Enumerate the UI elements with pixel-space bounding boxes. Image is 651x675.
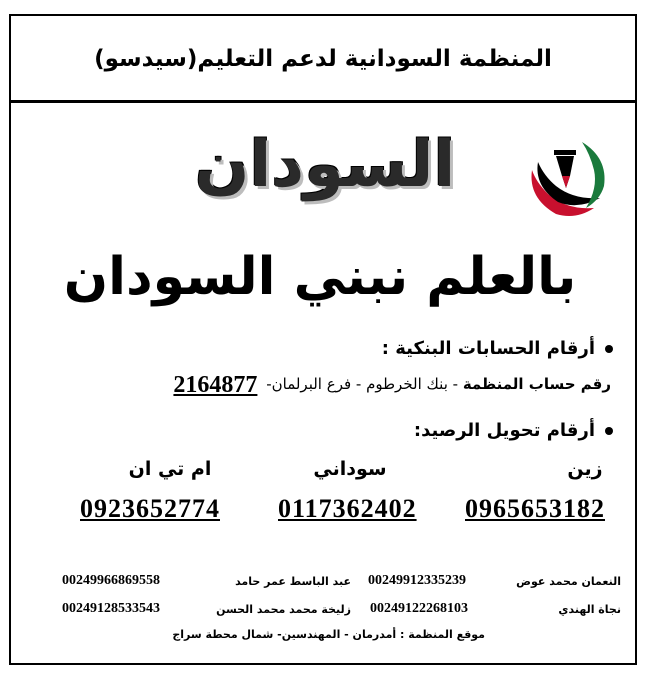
contact-name: زليخة محمد محمد الحسن <box>216 603 351 616</box>
bank-details: - بنك الخرطوم - فرع البرلمان- <box>261 375 463 393</box>
bank-accounts-heading <box>382 338 613 359</box>
bank-heading-text: أرقام الحسابات البنكية : <box>381 338 595 359</box>
slogan: بالعلم نبني السودان <box>63 247 577 307</box>
contact-name: نجاة الهندي <box>558 603 621 616</box>
network-mtn-number: 0923652774 <box>80 494 220 523</box>
contact-phone: 00249122268103 <box>370 601 468 616</box>
contact-name: عبد الباسط عمر حامد <box>235 575 351 588</box>
transfer-heading-text: أرقام تحويل الرصيد: <box>413 420 595 441</box>
contact-phone: 00249128533543 <box>62 601 160 616</box>
bank-label: رقم حساب المنظمة <box>462 375 611 393</box>
contact-phone: 00249966869558 <box>62 573 160 588</box>
brand-name: السودان <box>194 128 456 202</box>
bank-account-number: 2164877 <box>173 372 258 398</box>
transfer-heading <box>414 420 613 441</box>
organization-title: المنظمة السودانية لدعم التعليم(سيدسو) <box>94 46 552 72</box>
network-sudani-number: 0117362402 <box>278 494 417 523</box>
contact-phone: 00249912335239 <box>368 573 466 588</box>
bullet-icon <box>605 345 613 353</box>
organization-logo-icon <box>526 136 610 220</box>
contact-name: النعمان محمد عوض <box>516 575 621 588</box>
bullet-icon <box>605 427 613 435</box>
network-zain-label: زين <box>567 458 603 480</box>
organization-location: موقع المنظمة : أمدرمان - المهندسين- شمال محطة سراج <box>172 628 485 641</box>
bank-account-line <box>173 372 611 399</box>
network-mtn-label: ام تي ان <box>128 458 212 480</box>
network-sudani-label: سوداني <box>313 458 387 480</box>
network-zain-number: 0965653182 <box>465 494 605 523</box>
header-box <box>9 14 637 102</box>
